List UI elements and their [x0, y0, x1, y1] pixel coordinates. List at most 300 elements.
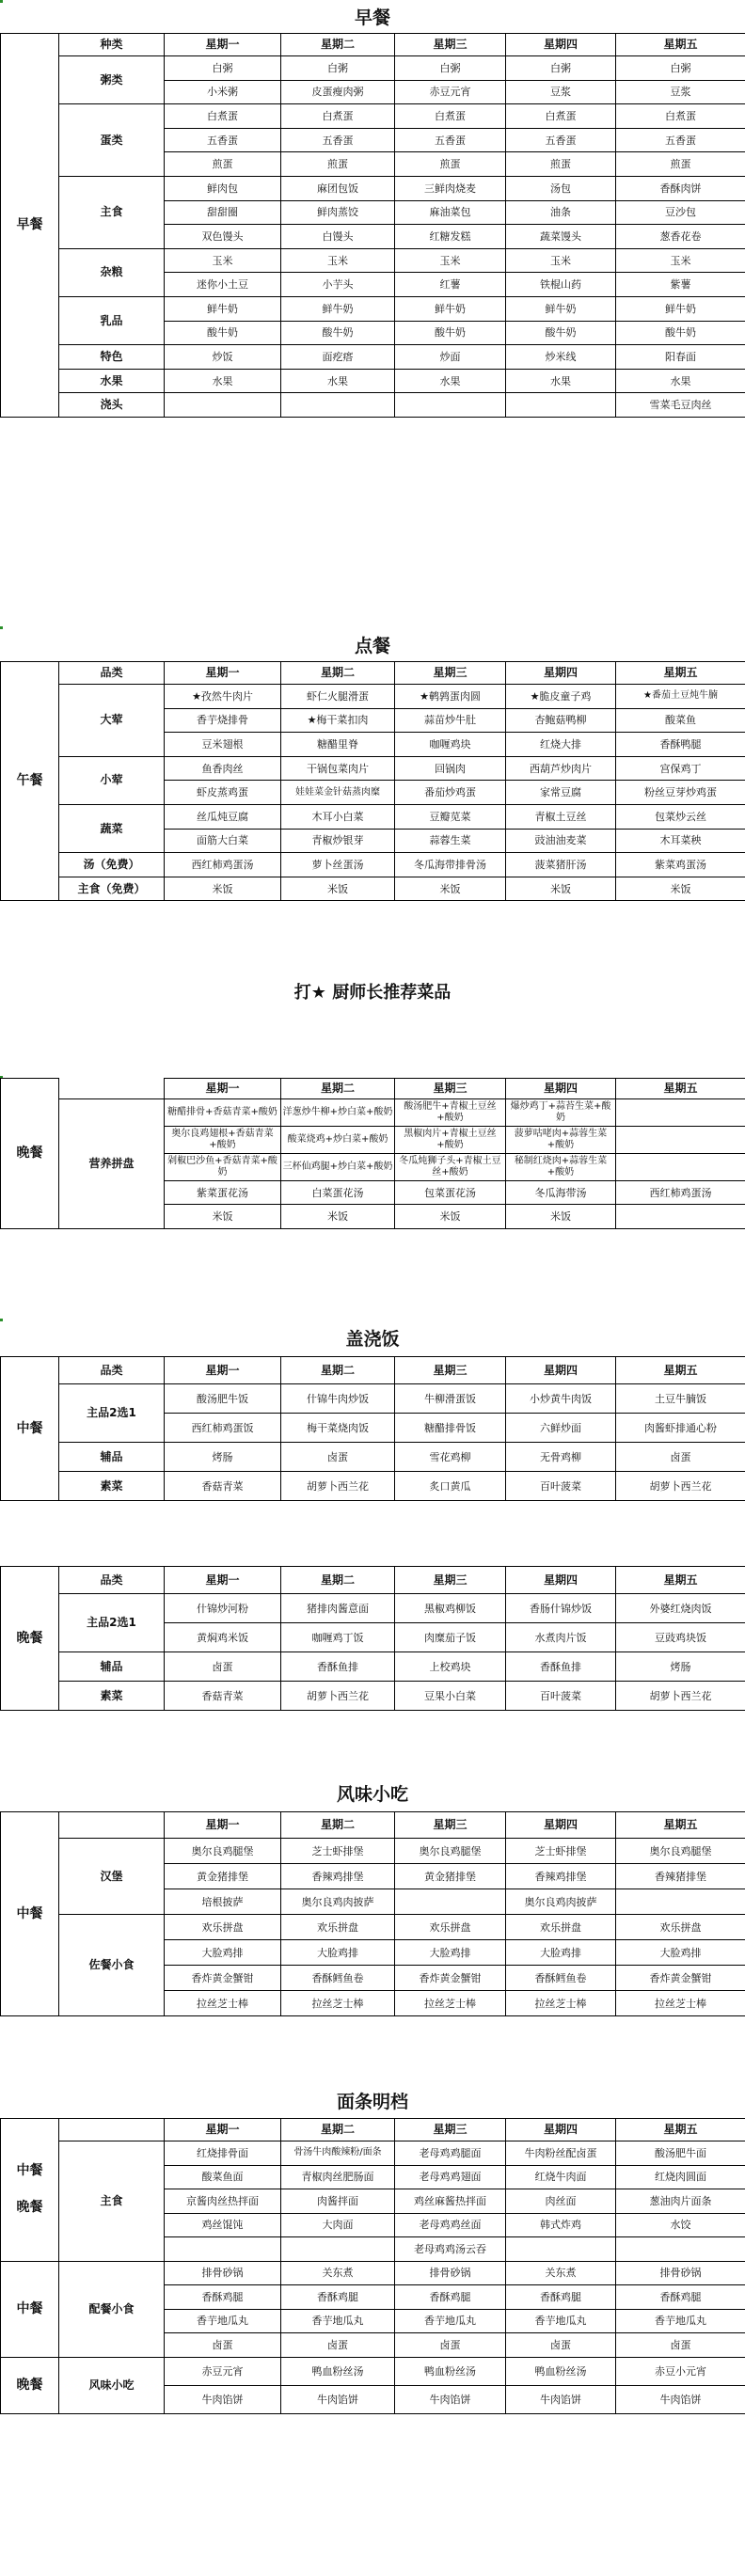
corner-marker [0, 1319, 3, 1321]
dish-cell: 米饭 [395, 877, 506, 901]
day-header: 星期四 [506, 34, 616, 56]
dish-cell: 梅干菜烧肉饭 [281, 1414, 395, 1443]
category-label: 配餐小食 [59, 2261, 165, 2357]
dish-cell: 豆豉鸡块饭 [616, 1623, 745, 1652]
dish-cell: 蒜蓉生菜 [395, 829, 506, 853]
dish-cell: 白粥 [506, 56, 616, 81]
dish-cell: 拉丝芝士棒 [165, 1991, 281, 2016]
rice-lunch-table [0, 1356, 745, 1501]
dish-cell: 肉酱拌面 [281, 2189, 395, 2214]
dish-cell: 香酥鸭腿 [616, 733, 745, 757]
meal-label: 中餐 [1, 2261, 59, 2357]
dish-cell: 大肉面 [281, 2213, 395, 2237]
dish-cell: ★鹌鹑蛋肉圆 [395, 685, 506, 709]
category-label: 汉堡 [59, 1839, 165, 1915]
category-label: 素菜 [59, 1682, 165, 1711]
category-label: 营养拼盘 [59, 1099, 165, 1229]
dish-cell: 干锅包菜肉片 [281, 756, 395, 781]
dish-cell [616, 1099, 745, 1127]
dish-cell: 大脸鸡排 [165, 1940, 281, 1966]
dish-cell: 冬瓜炖狮子头+青椒土豆丝+酸奶 [395, 1154, 506, 1181]
dish-cell: 水果 [616, 369, 745, 393]
dish-cell: 西红柿鸡蛋汤 [616, 1181, 745, 1205]
dish-cell: 卤蛋 [395, 2333, 506, 2358]
category-label: 素菜 [59, 1472, 165, 1501]
dish-cell: 玉米 [395, 248, 506, 273]
dish-cell: 卤蛋 [281, 1443, 395, 1472]
header-row [1, 1357, 745, 1384]
meal-label: 午餐 [1, 662, 59, 901]
category-label: 汤（免费） [59, 853, 165, 877]
dish-cell [506, 2237, 616, 2262]
dish-cell [281, 2237, 395, 2262]
dish-cell: 五香蛋 [616, 128, 745, 152]
snack-table [0, 1811, 745, 2016]
dish-cell: 香芋地瓜丸 [506, 2309, 616, 2333]
dish-cell: 奥尔良鸡肉披萨 [281, 1889, 395, 1915]
dish-cell: 排骨砂锅 [616, 2261, 745, 2285]
table-row [1, 1443, 745, 1472]
dish-cell: 白煮蛋 [506, 104, 616, 129]
table-row [1, 1682, 745, 1711]
dish-cell: 奥尔良鸡翅根+香菇青菜+酸奶 [165, 1127, 281, 1154]
dish-cell: 牛肉馅饼 [616, 2385, 745, 2413]
dish-cell: 玉米 [616, 248, 745, 273]
dish-cell: 香酥鸡腿 [395, 2285, 506, 2310]
dish-cell: 煎蛋 [506, 152, 616, 177]
table-row [1, 345, 745, 370]
dish-cell: 烤肠 [165, 1443, 281, 1472]
dish-cell: 玉米 [281, 248, 395, 273]
dish-cell: 卤蛋 [616, 2333, 745, 2358]
dish-cell: 酸牛奶 [506, 321, 616, 345]
dish-cell: 香炸黄金蟹钳 [395, 1966, 506, 1991]
category-label: 辅品 [59, 1652, 165, 1682]
dish-cell: 糖醋里脊 [281, 733, 395, 757]
category-label: 主食（免费） [59, 877, 165, 901]
dish-cell: 酸牛奶 [395, 321, 506, 345]
table-row [1, 176, 745, 200]
dish-cell: 白菜蛋花汤 [281, 1181, 395, 1205]
dish-cell: 黄焖鸡米饭 [165, 1623, 281, 1652]
dish-cell: 青椒土豆丝 [506, 804, 616, 829]
dish-cell: 香酥鸡腿 [281, 2285, 395, 2310]
meal-label: 晚餐 [1, 1567, 59, 1711]
dish-cell: 炒米线 [506, 345, 616, 370]
dish-cell [616, 1127, 745, 1154]
dish-cell: 酸牛奶 [165, 321, 281, 345]
dish-cell: 胡萝卜西兰花 [281, 1682, 395, 1711]
category-label: 蔬菜 [59, 804, 165, 852]
dish-cell: 酸菜鱼 [616, 708, 745, 733]
dish-cell: 鸭血粉丝汤 [506, 2357, 616, 2385]
dish-cell: 米饭 [395, 1205, 506, 1229]
dish-cell: 五香蛋 [165, 128, 281, 152]
dish-cell: 什锦炒河粉 [165, 1594, 281, 1623]
dish-cell: 大脸鸡排 [506, 1940, 616, 1966]
category-label: 主品2选1 [59, 1594, 165, 1652]
table-row [1, 56, 745, 81]
dish-cell: 鲜肉包 [165, 176, 281, 200]
day-header: 星期二 [281, 1812, 395, 1839]
dish-cell: 包菜炒云丝 [616, 804, 745, 829]
dish-cell: 鲜牛奶 [165, 296, 281, 321]
dish-cell: 煎蛋 [281, 152, 395, 177]
category-label: 佐餐小食 [59, 1915, 165, 2016]
dish-cell: 卤蛋 [616, 1443, 745, 1472]
dish-cell: 小炒黄牛肉饭 [506, 1384, 616, 1414]
dish-cell: 肉糜茄子饭 [395, 1623, 506, 1652]
dish-cell: 香辣猪排堡 [616, 1864, 745, 1889]
dish-cell: 白粥 [616, 56, 745, 81]
dish-cell: 粉丝豆芽炒鸡蛋 [616, 781, 745, 805]
dish-cell: 香辣鸡排堡 [506, 1864, 616, 1889]
header-row [1, 662, 745, 685]
dish-cell: 牛肉馅饼 [281, 2385, 395, 2413]
category-header: 品类 [59, 662, 165, 685]
dish-cell: 老母鸡鸡丝面 [395, 2213, 506, 2237]
day-header: 星期五 [616, 1079, 745, 1099]
dish-cell: 香酥鱼排 [281, 1652, 395, 1682]
dish-cell: 木耳菜秧 [616, 829, 745, 853]
day-header: 星期一 [165, 34, 281, 56]
dish-cell: 甜甜圈 [165, 200, 281, 225]
category-label: 特色 [59, 345, 165, 370]
dish-cell: 酸菜鱼面 [165, 2165, 281, 2189]
day-header: 星期四 [506, 662, 616, 685]
dish-cell: 牛肉馅饼 [506, 2385, 616, 2413]
dish-cell: 京酱肉丝热拌面 [165, 2189, 281, 2214]
dish-cell: 奥尔良鸡肉披萨 [506, 1889, 616, 1915]
dish-cell: 香酥肉饼 [616, 176, 745, 200]
dish-cell: 牛柳滑蛋饭 [395, 1384, 506, 1414]
dish-cell: 红糖发糕 [395, 225, 506, 249]
category-label: 主食 [59, 2141, 165, 2262]
category-label: 粥类 [59, 56, 165, 104]
rice-dinner-table [0, 1566, 745, 1711]
dish-cell [165, 393, 281, 418]
dish-cell: 西红柿鸡蛋汤 [165, 853, 281, 877]
dish-cell: 无骨鸡柳 [506, 1443, 616, 1472]
dish-cell: 什锦牛肉炒饭 [281, 1384, 395, 1414]
day-header: 星期三 [395, 2119, 506, 2141]
section-title: 早餐 [354, 8, 390, 28]
dish-cell: 煎蛋 [395, 152, 506, 177]
dish-cell: 虾皮蒸鸡蛋 [165, 781, 281, 805]
day-header: 星期二 [281, 2119, 395, 2141]
dish-cell: 米饭 [281, 877, 395, 901]
dish-cell: 萝卜丝蛋汤 [281, 853, 395, 877]
dish-cell: 香炸黄金蟹钳 [165, 1966, 281, 1991]
dish-cell: ★梅干菜扣肉 [281, 708, 395, 733]
day-header: 星期一 [165, 2119, 281, 2141]
dish-cell: 韩式炸鸡 [506, 2213, 616, 2237]
dish-cell: 家常豆腐 [506, 781, 616, 805]
dish-cell: 土豆牛腩饭 [616, 1384, 745, 1414]
meal-label-lunch: 中餐 [16, 2163, 43, 2179]
dish-cell: 酸汤肥牛+青椒土豆丝+酸奶 [395, 1099, 506, 1127]
day-header: 星期三 [395, 1357, 506, 1384]
dish-cell: 老母鸡鸡汤云吞 [395, 2237, 506, 2262]
lunch-order-table [0, 661, 745, 901]
dish-cell: 酸汤肥牛面 [616, 2141, 745, 2166]
dish-cell: 关东煮 [506, 2261, 616, 2285]
dish-cell: 红烧大排 [506, 733, 616, 757]
dish-cell: 排骨砂锅 [395, 2261, 506, 2285]
dish-cell: 冬瓜海带排骨汤 [395, 853, 506, 877]
dish-cell: 虾仁火腿滑蛋 [281, 685, 395, 709]
table-row [1, 853, 745, 877]
dish-cell: 豆浆 [616, 80, 745, 104]
day-header: 星期五 [616, 34, 745, 56]
dish-cell: 香酥鱼排 [506, 1652, 616, 1682]
dish-cell: 鸡丝麻酱热拌面 [395, 2189, 506, 2214]
day-header: 星期三 [395, 34, 506, 56]
dish-cell: 双色馒头 [165, 225, 281, 249]
table-row [1, 296, 745, 321]
day-header: 星期四 [506, 1567, 616, 1594]
dish-cell: 葱香花卷 [616, 225, 745, 249]
corner-marker [0, 626, 3, 629]
dish-cell: 皮蛋瘦肉粥 [281, 80, 395, 104]
dish-cell: 香肠什锦炒饭 [506, 1594, 616, 1623]
dish-cell: 鱼香肉丝 [165, 756, 281, 781]
dish-cell [616, 1205, 745, 1229]
breakfast-table [0, 33, 745, 418]
dish-cell: 木耳小白菜 [281, 804, 395, 829]
dish-cell: 赤豆元宵 [165, 2357, 281, 2385]
table-row [1, 1384, 745, 1414]
meal-label [1, 2119, 59, 2262]
dish-cell: 米饭 [165, 877, 281, 901]
blank-cell [59, 1079, 165, 1099]
dish-cell: 咖喱鸡丁饭 [281, 1623, 395, 1652]
dish-cell: 豆果小白菜 [395, 1682, 506, 1711]
section-title: 风味小吃 [336, 1784, 408, 1805]
dish-cell: 上校鸡块 [395, 1652, 506, 1682]
category-label: 主品2选1 [59, 1384, 165, 1443]
dish-cell: 欢乐拼盘 [395, 1915, 506, 1940]
table-row [1, 104, 745, 129]
day-header: 星期三 [395, 1567, 506, 1594]
blank-cell [59, 2119, 165, 2141]
dish-cell [616, 1154, 745, 1181]
dish-cell: 牛肉馅饼 [395, 2385, 506, 2413]
dish-cell: 卤蛋 [506, 2333, 616, 2358]
meal-label-dinner: 晚餐 [16, 2200, 43, 2216]
dish-cell: 六鲜炒面 [506, 1414, 616, 1443]
day-header: 星期三 [395, 662, 506, 685]
dish-cell [165, 2237, 281, 2262]
dish-cell: 娃娃菜金针菇蒸肉糜 [281, 781, 395, 805]
dish-cell: 水果 [281, 369, 395, 393]
dish-cell: ★番茄土豆炖牛腩 [616, 685, 745, 709]
dish-cell: 欢乐拼盘 [506, 1915, 616, 1940]
dish-cell: 豆米翅根 [165, 733, 281, 757]
dish-cell: 酸牛奶 [281, 321, 395, 345]
dish-cell: 大脸鸡排 [395, 1940, 506, 1966]
dish-cell: 肉丝面 [506, 2189, 616, 2214]
day-header: 星期三 [395, 1079, 506, 1099]
dish-cell: 鸭血粉丝汤 [395, 2357, 506, 2385]
dish-cell [395, 1889, 506, 1915]
dish-cell: 酸汤肥牛饭 [165, 1384, 281, 1414]
dish-cell: 香炸黄金蟹钳 [616, 1966, 745, 1991]
dish-cell: 欢乐拼盘 [281, 1915, 395, 1940]
dish-cell: 老母鸡鸡翅面 [395, 2165, 506, 2189]
day-header: 星期四 [506, 1812, 616, 1839]
header-row [1, 1567, 745, 1594]
dish-cell: 五香蛋 [281, 128, 395, 152]
section-title: 盖浇饭 [345, 1329, 400, 1350]
category-label: 风味小吃 [59, 2357, 165, 2413]
dish-cell: 煎蛋 [616, 152, 745, 177]
dish-cell: 百叶菠菜 [506, 1682, 616, 1711]
dish-cell: 白煮蛋 [616, 104, 745, 129]
noodle-table [0, 2118, 745, 2414]
dish-cell: ★脆皮童子鸡 [506, 685, 616, 709]
dish-cell: 迷你小土豆 [165, 273, 281, 297]
dish-cell: 香酥鳕鱼卷 [281, 1966, 395, 1991]
dish-cell: 水果 [165, 369, 281, 393]
dish-cell: 咖喱鸡块 [395, 733, 506, 757]
dish-cell: 白粥 [395, 56, 506, 81]
dish-cell: 水煮肉片饭 [506, 1623, 616, 1652]
category-label: 主食 [59, 176, 165, 248]
dish-cell: 紫薯 [616, 273, 745, 297]
corner-marker [0, 0, 3, 3]
dish-cell: 糖醋排骨+香菇青菜+酸奶 [165, 1099, 281, 1127]
dish-cell: 卤蛋 [281, 2333, 395, 2358]
day-header: 星期一 [165, 1079, 281, 1099]
dish-cell: 面疙瘩 [281, 345, 395, 370]
dish-cell: 拉丝芝士棒 [281, 1991, 395, 2016]
table-row [1, 369, 745, 393]
category-label: 小荤 [59, 756, 165, 804]
table-row [1, 685, 745, 709]
dish-cell: 米饭 [506, 877, 616, 901]
dish-cell: 米饭 [281, 1205, 395, 1229]
dish-cell: 西葫芦炒肉片 [506, 756, 616, 781]
dish-cell: 冬瓜海带汤 [506, 1181, 616, 1205]
dish-cell: 炒面 [395, 345, 506, 370]
dish-cell: 红烧排骨面 [165, 2141, 281, 2166]
day-header: 星期二 [281, 1079, 395, 1099]
dish-cell: 香酥鳕鱼卷 [506, 1966, 616, 1991]
category-label: 乳品 [59, 296, 165, 344]
dish-cell: 玉米 [506, 248, 616, 273]
section-title: 面条明档 [336, 2092, 408, 2112]
day-header: 星期五 [616, 1812, 745, 1839]
dish-cell: 番茄炒鸡蛋 [395, 781, 506, 805]
dish-cell: 关东煮 [281, 2261, 395, 2285]
dish-cell [616, 1889, 745, 1915]
dish-cell: 胡萝卜西兰花 [616, 1682, 745, 1711]
dish-cell: 紫菜鸡蛋汤 [616, 853, 745, 877]
day-header: 星期二 [281, 1357, 395, 1384]
table-row [1, 393, 745, 418]
dish-cell: 芝士虾排堡 [506, 1839, 616, 1864]
dish-cell: 黑椒鸡柳饭 [395, 1594, 506, 1623]
dish-cell: 培根披萨 [165, 1889, 281, 1915]
dish-cell: 鲜牛奶 [281, 296, 395, 321]
category-label: 浇头 [59, 393, 165, 418]
dish-cell: 黄金猪排堡 [395, 1864, 506, 1889]
dish-cell: 蔬菜馒头 [506, 225, 616, 249]
dish-cell: 赤豆小元宵 [616, 2357, 745, 2385]
dish-cell: 回锅肉 [395, 756, 506, 781]
dish-cell: 鲜牛奶 [506, 296, 616, 321]
dish-cell: 酸菜烧鸡+炒白菜+酸奶 [281, 1127, 395, 1154]
dish-cell: 烤肠 [616, 1652, 745, 1682]
dish-cell: 香芋地瓜丸 [616, 2309, 745, 2333]
dish-cell: 红烧牛肉面 [506, 2165, 616, 2189]
day-header: 星期五 [616, 1357, 745, 1384]
dish-cell: 雪菜毛豆肉丝 [616, 393, 745, 418]
dish-cell: 外婆红烧肉饭 [616, 1594, 745, 1623]
header-row [1, 34, 745, 56]
category-header: 种类 [59, 34, 165, 56]
dish-cell: 鲜牛奶 [616, 296, 745, 321]
dish-cell: 白煮蛋 [395, 104, 506, 129]
category-label: 杂粮 [59, 248, 165, 296]
dish-cell: 雪花鸡柳 [395, 1443, 506, 1472]
dish-cell: 黄金猪排堡 [165, 1864, 281, 1889]
table-row [1, 1594, 745, 1623]
dish-cell: 拉丝芝士棒 [506, 1991, 616, 2016]
dish-cell: 白煮蛋 [281, 104, 395, 129]
category-label: 大荤 [59, 685, 165, 757]
dish-cell: 拉丝芝士棒 [395, 1991, 506, 2016]
dish-cell: 炙口黄瓜 [395, 1472, 506, 1501]
dish-cell: 麻油菜包 [395, 200, 506, 225]
dish-cell: 葱油肉片面条 [616, 2189, 745, 2214]
dish-cell: 青椒肉丝肥肠面 [281, 2165, 395, 2189]
dish-cell: 米饭 [616, 877, 745, 901]
dish-cell: 洋葱炒牛柳+炒白菜+酸奶 [281, 1099, 395, 1127]
dish-cell: 米饭 [165, 1205, 281, 1229]
dish-cell: 欢乐拼盘 [165, 1915, 281, 1940]
dish-cell: 排骨砂锅 [165, 2261, 281, 2285]
day-header: 星期三 [395, 1812, 506, 1839]
table-row [1, 756, 745, 781]
day-header: 星期五 [616, 2119, 745, 2141]
category-label: 水果 [59, 369, 165, 393]
dish-cell: 白馒头 [281, 225, 395, 249]
dish-cell: 油条 [506, 200, 616, 225]
dish-cell: 包菜蛋花汤 [395, 1181, 506, 1205]
dish-cell: 剁椒巴沙鱼+香菇青菜+酸奶 [165, 1154, 281, 1181]
dish-cell: 香芋地瓜丸 [165, 2309, 281, 2333]
dish-cell: 卤蛋 [165, 1652, 281, 1682]
dish-cell: 白粥 [281, 56, 395, 81]
dish-cell: 奥尔良鸡腿堡 [616, 1839, 745, 1864]
day-header: 星期四 [506, 1079, 616, 1099]
dish-cell: 鸡丝馄饨 [165, 2213, 281, 2237]
day-header: 星期二 [281, 1567, 395, 1594]
dish-cell: 汤包 [506, 176, 616, 200]
dish-cell: 香菇青菜 [165, 1472, 281, 1501]
dish-cell: 小米粥 [165, 80, 281, 104]
dish-cell: 拉丝芝士棒 [616, 1991, 745, 2016]
dish-cell: 三杯仙鸡腿+炒白菜+酸奶 [281, 1154, 395, 1181]
dish-cell: 红薯 [395, 273, 506, 297]
dish-cell: 煎蛋 [165, 152, 281, 177]
table-row [1, 248, 745, 273]
dish-cell: 白煮蛋 [165, 104, 281, 129]
dish-cell: 鲜肉蒸饺 [281, 200, 395, 225]
dish-cell: 秘制红烧肉+蒜蓉生菜+酸奶 [506, 1154, 616, 1181]
